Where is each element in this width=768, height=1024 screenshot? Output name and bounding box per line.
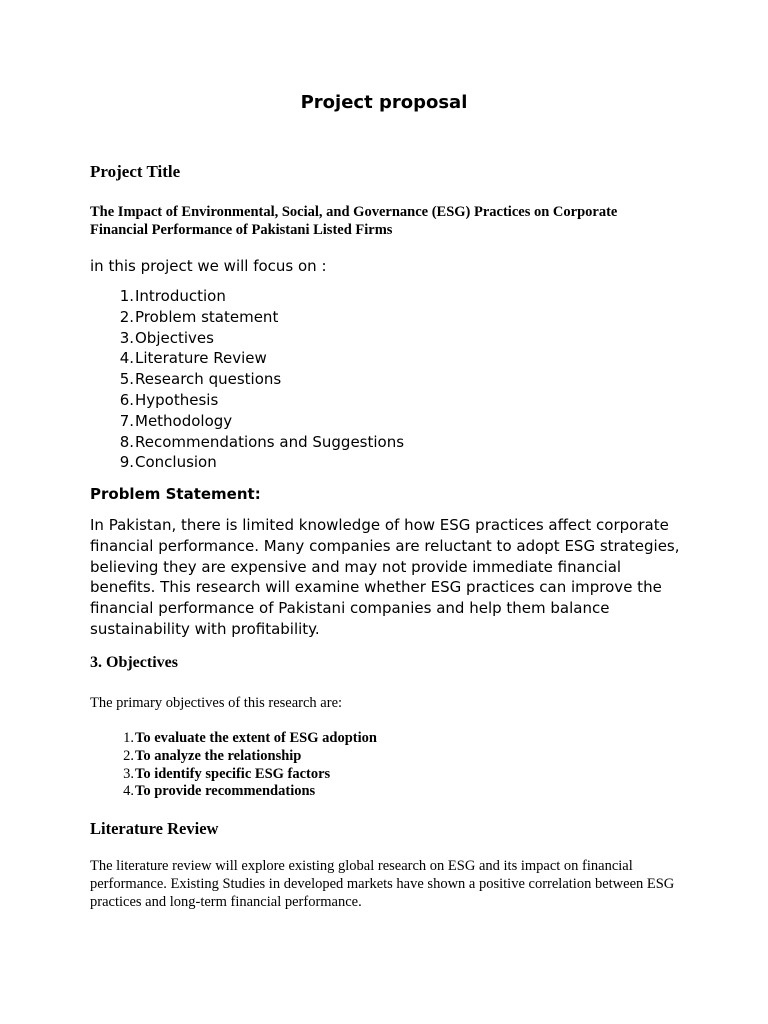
list-item	[90, 411, 404, 432]
list-item-label: Objectives	[135, 328, 214, 347]
list-item	[90, 452, 404, 473]
list-item-number: 9.	[119, 453, 134, 472]
list-item-label: To evaluate the extent of ESG adoption	[135, 730, 377, 746]
list-item-number: 3.	[123, 765, 134, 782]
list-item-number: 4.	[119, 349, 134, 368]
list-item	[90, 348, 404, 369]
literature-review-heading: Literature Review	[90, 819, 219, 838]
list-item-label: To provide recommendations	[135, 783, 316, 800]
focus-list	[90, 286, 404, 473]
problem-statement-text: In Pakistan, there is limited knowledge of how ESG practices affect corporate financial performance. Many companies are reluctant to adopt ESG strategies, believing they are expensive and may not provide immediate financial benefits. This research will examine whether ESG practices can improve the financial performance of Pakistani companies and help them balance sustainability with profitability.	[90, 516, 680, 638]
objectives-heading: 3. Objectives	[90, 654, 178, 671]
list-item	[90, 328, 404, 349]
list-item	[90, 369, 404, 390]
list-item-number: 1.	[119, 287, 134, 305]
list-item-number: 2.	[119, 307, 134, 326]
list-item-label: Recommendations and Suggestions	[135, 432, 405, 451]
list-item-number: 6.	[119, 390, 134, 409]
focus-intro: in this project we will focus on :	[90, 257, 327, 275]
list-item	[90, 286, 404, 307]
list-item-number: 2.	[123, 747, 134, 764]
list-item	[90, 783, 377, 801]
problem-statement-heading: Problem Statement:	[90, 485, 261, 503]
list-item	[90, 307, 404, 328]
list-item-number: 4.	[123, 783, 134, 800]
list-item-label: Problem statement	[135, 307, 279, 326]
objectives-intro: The primary objectives of this research are:	[90, 695, 343, 711]
list-item-label: To analyze the relationship	[135, 747, 302, 764]
list-item-label: Introduction	[135, 287, 226, 305]
list-item-label: Research questions	[135, 370, 282, 389]
literature-review-text: The literature review will explore existing global research on ESG and its impact on financial performance. Existing Studies in developed markets have shown a positive correlation between ESG practices and long-term financial performance.	[90, 858, 675, 910]
project-title-text: The Impact of Environmental, Social, and Governance (ESG) Practices on Corporate Financial Performance of Pakistani Listed Firms	[90, 204, 618, 238]
list-item-label: To identify specific ESG factors	[135, 765, 331, 782]
page-title: Project proposal	[300, 92, 468, 113]
list-item-label: Conclusion	[135, 453, 217, 472]
project-title-heading: Project Title	[90, 162, 181, 181]
list-item-label: Methodology	[135, 411, 233, 430]
list-item-number: 5.	[119, 370, 134, 389]
list-item-number: 1.	[123, 730, 134, 746]
list-item-number: 7.	[119, 411, 134, 430]
list-item-label: Literature Review	[135, 349, 267, 368]
list-item	[90, 748, 377, 766]
list-item	[90, 766, 377, 784]
list-item	[90, 390, 404, 411]
list-item	[90, 432, 404, 453]
list-item	[90, 730, 377, 748]
list-item-number: 3.	[119, 328, 134, 347]
list-item-label: Hypothesis	[135, 390, 219, 409]
list-item-number: 8.	[119, 432, 134, 451]
objectives-list	[90, 730, 377, 801]
